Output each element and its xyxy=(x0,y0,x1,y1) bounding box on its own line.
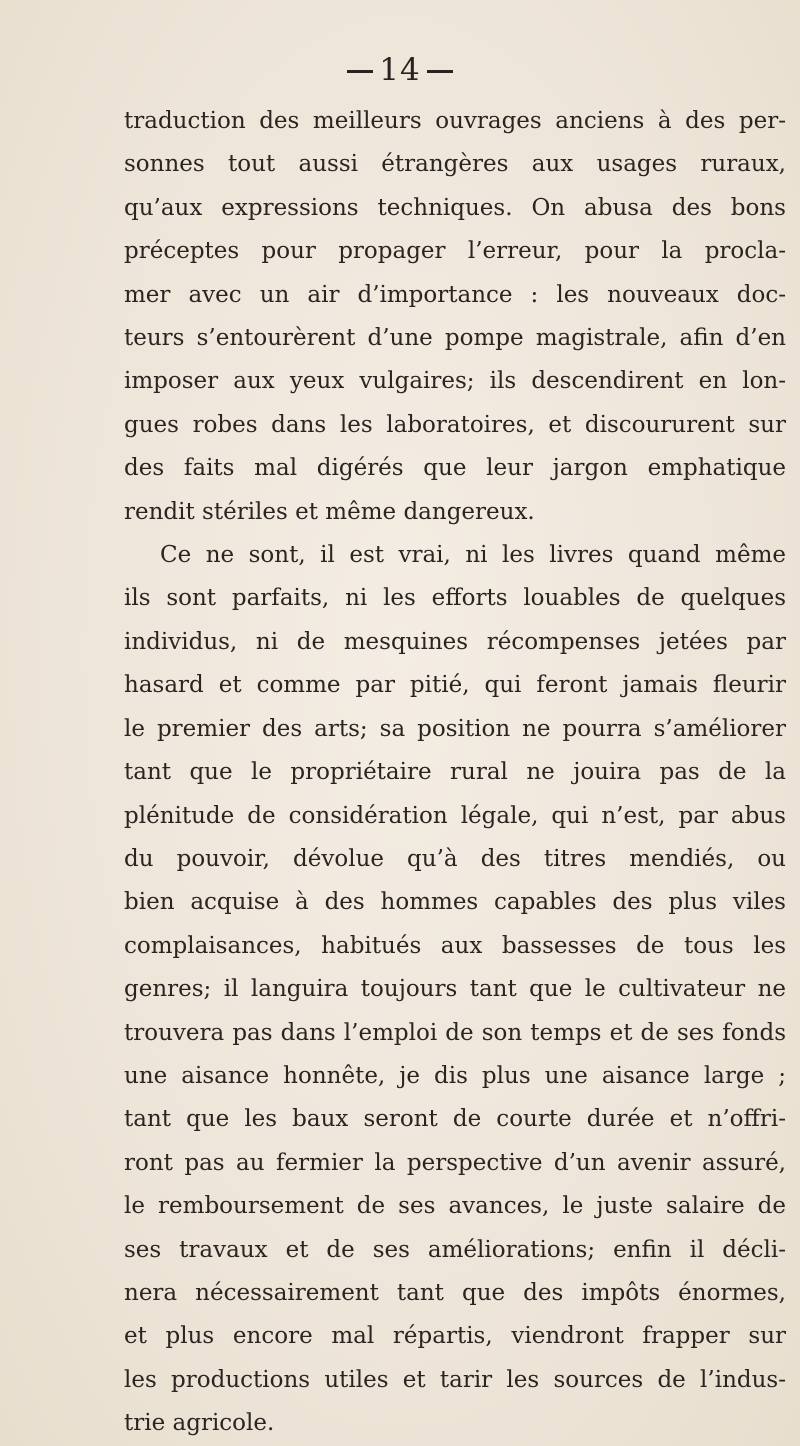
text-line: hasard et comme par pitié, qui feront jamais fleurir xyxy=(124,672,786,699)
text-line: teurs s’entourèrent d’une pompe magistrale, afin d’en xyxy=(124,325,786,352)
text-line: plénitude de considération légale, qui n’est, par abus xyxy=(124,802,786,829)
text-line: tant que les baux seront de courte durée et n’offri- xyxy=(124,1106,786,1133)
text-line: complaisances, habitués aux bassesses de tous les xyxy=(124,932,786,959)
text-line: les productions utiles et tarir les sources de l’indus- xyxy=(124,1366,786,1393)
text-line: tant que le propriétaire rural ne jouira pas de la xyxy=(124,759,786,786)
page-number-value: 14 xyxy=(379,52,421,88)
text-line: bien acquise à des hommes capables des plus viles xyxy=(124,889,786,916)
text-line: et plus encore mal répartis, viendront frapper sur xyxy=(124,1323,786,1350)
text-line: une aisance honnête, je dis plus une aisance large ; xyxy=(124,1062,786,1089)
text-line: traduction des meilleurs ouvrages anciens à des per- xyxy=(124,108,786,134)
text-line: trie agricole. xyxy=(124,1410,275,1437)
text-line: individus, ni de mesquines récompenses jetées par xyxy=(124,628,786,655)
text-line: gues robes dans les laboratoires, et discoururent sur xyxy=(124,411,786,438)
text-line: rendit stériles et même dangereux. xyxy=(124,498,535,525)
text-line: genres; il languira toujours tant que le cultivateur ne xyxy=(124,976,786,1003)
text-line: le remboursement de ses avances, le juste salaire de xyxy=(124,1193,786,1220)
text-line: Ce ne sont, il est vrai, ni les livres quand même xyxy=(160,542,786,569)
text-line: des faits mal digérés que leur jargon emphatique xyxy=(124,455,786,482)
text-line: ils sont parfaits, ni les efforts louables de quelques xyxy=(124,585,786,612)
page-number xyxy=(0,52,800,88)
text-line: du pouvoir, dévolue qu’à des titres mendiés, ou xyxy=(124,845,786,872)
text-line: le premier des arts; sa position ne pourra s’améliorer xyxy=(124,715,786,742)
text-line: préceptes pour propager l’erreur, pour la procla- xyxy=(124,238,786,265)
text-line: trouvera pas dans l’emploi de son temps et de ses fonds xyxy=(124,1019,786,1046)
text-line: ses travaux et de ses améliorations; enfin il décli- xyxy=(124,1236,786,1263)
text-line: ront pas au fermier la perspective d’un avenir assuré, xyxy=(124,1149,786,1176)
text-line: nera nécessairement tant que des impôts énormes, xyxy=(124,1279,786,1306)
body-text xyxy=(124,100,786,1446)
folio-dash-right xyxy=(427,70,453,73)
text-line: mer avec un air d’importance : les nouveaux doc- xyxy=(124,281,786,308)
text-line: imposer aux yeux vulgaires; ils descendirent en lon- xyxy=(124,368,786,395)
folio-dash-left xyxy=(347,70,373,73)
text-line: sonnes tout aussi étrangères aux usages ruraux, xyxy=(124,151,786,178)
text-line: qu’aux expressions techniques. On abusa des bons xyxy=(124,194,786,221)
